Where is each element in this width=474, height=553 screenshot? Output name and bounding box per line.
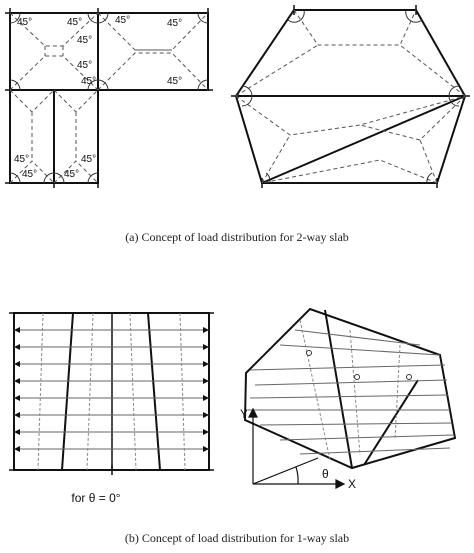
- angle-label: 45°: [81, 76, 97, 87]
- angle-label: 45°: [77, 35, 93, 46]
- theta-zero-note: for θ = 0°: [71, 491, 121, 505]
- angle-label: 45°: [167, 18, 183, 29]
- theta-label: θ: [322, 467, 329, 481]
- angle-label: 45°: [167, 76, 183, 87]
- x-axis-label: X: [348, 477, 357, 491]
- angle-label: 45°: [77, 60, 93, 71]
- y-axis-label: Y: [240, 407, 249, 421]
- angle-label: 45°: [17, 17, 33, 28]
- angle-label: 45°: [67, 17, 83, 28]
- two-way-slab-hexagon: [231, 5, 470, 188]
- angle-label: 45°: [64, 169, 80, 180]
- angle-label: 45°: [22, 169, 38, 180]
- caption-two-way: (a) Concept of load distribution for 2-way slab: [125, 230, 349, 244]
- one-way-slab-rotated: [245, 309, 455, 468]
- angle-label: 45°: [81, 154, 97, 165]
- caption-one-way: (b) Concept of load distribution for 1-way slab: [124, 531, 350, 545]
- one-way-slab-rect: [9, 313, 214, 475]
- coordinate-axes: [249, 409, 344, 488]
- angle-label: 45°: [14, 154, 30, 165]
- angle-label: 45°: [115, 15, 131, 26]
- two-way-slab-l-shape: [5, 8, 213, 188]
